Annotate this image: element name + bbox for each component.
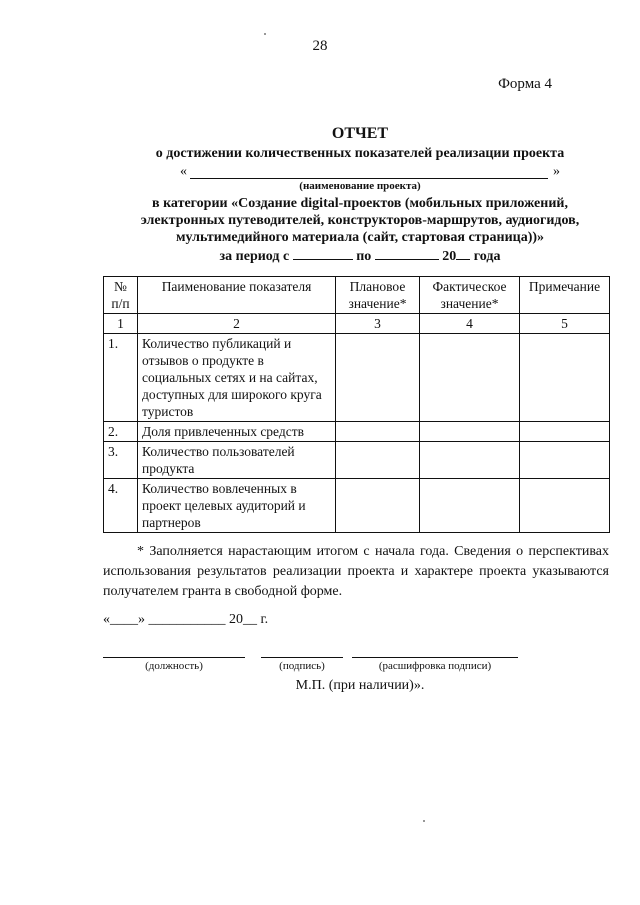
column-number-row [104,314,610,334]
period-end-blank [375,247,439,260]
period-mid: по [356,249,372,264]
fact-value-cell [420,479,520,533]
table-row [104,442,610,479]
row-number: 3. [104,442,138,479]
row-number: 1. [104,334,138,422]
fact-value-cell [420,334,520,422]
quote-close: » [553,164,560,179]
table-row [104,422,610,442]
category-line-3: мультимедийного материала (сайт, стартовая страница))» [175,230,545,245]
column-number: 5 [520,314,610,334]
fact-value-cell [420,422,520,442]
plan-value-cell [336,422,420,442]
project-name-underline [190,178,548,179]
header-fact: Фактическое значение* [420,277,520,314]
footnote [103,542,609,602]
indicator-name: Количество вовлеченных в проект целевых аудиторий и партнеров [138,479,336,533]
footnote-text: * Заполняется нарастающим итогом с начала года. Сведения о перспективах использования результатов реализации проекта и характере проекта указываются получателем гранта в свободной форме. [103,544,609,599]
category-line-1: в категории «Создание digital-проектов (мобильных приложений, [152,196,568,211]
plan-value-cell [336,334,420,422]
column-number: 3 [336,314,420,334]
note-cell [520,422,610,442]
note-cell [520,442,610,479]
position-caption: (должность) [145,660,203,672]
signature-decoding-line [352,657,518,658]
report-title: ОТЧЕТ [331,125,389,142]
column-number: 2 [138,314,336,334]
table-row [104,334,610,422]
period-year-prefix: 20 [442,249,457,264]
project-name-field [180,164,560,180]
header-name: Паименование показателя [138,277,336,314]
indicator-name: Количество публикаций и отзывов о продукте в социальных сетях и на сайтах, доступных для широкого круга туристов [138,334,336,422]
table-row [104,479,610,533]
column-number: 4 [420,314,520,334]
note-cell [520,334,610,422]
header-plan: Плановое значение* [336,277,420,314]
period-year-blank [456,247,470,260]
fact-value-cell [420,442,520,479]
scan-speck [264,33,266,35]
header-note: Примечание [520,277,610,314]
plan-value-cell [336,479,420,533]
date-line: «____» ___________ 20__ г. [103,612,269,627]
period-start-blank [293,247,353,260]
report-subtitle: о достижении количественных показателей реализации проекта [155,146,565,161]
project-name-caption: (наименование проекта) [299,180,421,192]
note-cell [520,479,610,533]
row-number: 2. [104,422,138,442]
column-number: 1 [104,314,138,334]
quote-open: « [180,164,187,179]
category-line-2: электронных путеводителей, конструкторов-маршрутов, аудиогидов, [140,213,580,228]
header-num: № п/п [104,277,138,314]
signature-decoding-caption: (расшифровка подписи) [378,660,492,672]
period-suffix: года [473,249,501,264]
plan-value-cell [336,442,420,479]
row-number: 4. [104,479,138,533]
indicator-name: Доля привлеченных средств [138,422,336,442]
table-header-row [104,277,610,314]
period-prefix: за период с [219,249,290,264]
signature-line [261,657,343,658]
page-number: 28 [312,38,328,54]
indicator-name: Количество пользователей продукта [138,442,336,479]
form-label: Форма 4 [498,76,552,92]
period-line [0,247,640,265]
position-signature-line [103,657,245,658]
stamp-note: М.П. (при наличии)». [295,678,425,693]
report-table [103,276,610,533]
signature-caption: (подпись) [279,660,325,672]
scan-speck [423,820,425,822]
